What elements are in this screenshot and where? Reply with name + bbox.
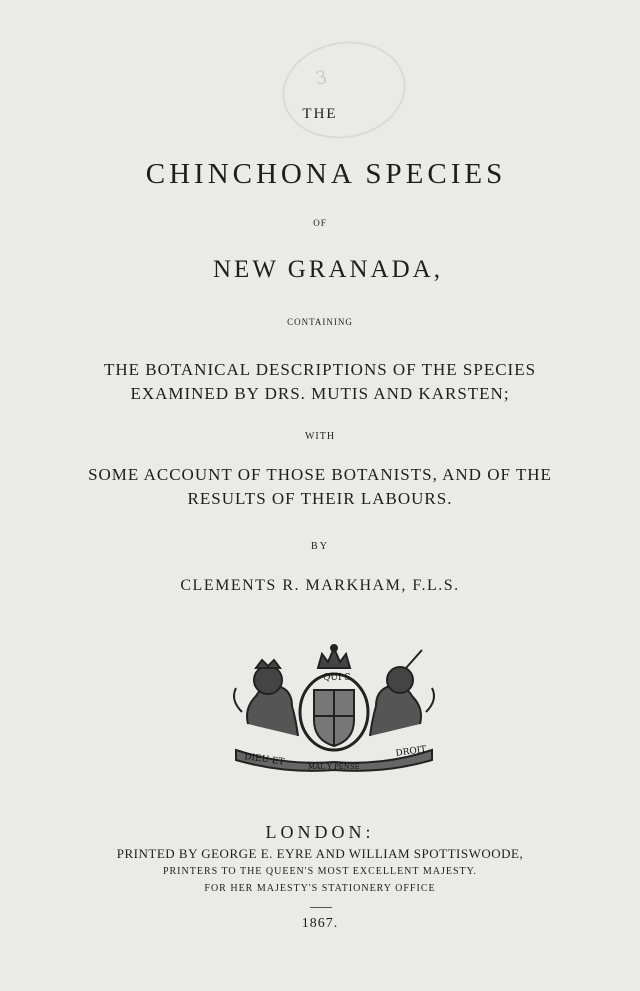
printer-line: PRINTED BY GEORGE E. EYRE AND WILLIAM SPOTTISWOODE, (116, 846, 524, 861)
title-article: THE (302, 106, 338, 122)
account-line-1: SOME ACCOUNT OF THOSE BOTANISTS, AND OF THE (88, 465, 552, 484)
library-stamp (275, 32, 414, 148)
by-label: BY (311, 541, 329, 552)
motto-top-text: QUI S (323, 673, 351, 683)
royal-coat-of-arms (226, 640, 442, 775)
motto-left-text: DIEU ET (243, 752, 285, 768)
main-title: CHINCHONA SPECIES (145, 158, 507, 190)
account-line-2: RESULTS OF THEIR LABOURS. (187, 489, 453, 508)
stamp-mark: 3 (313, 66, 331, 90)
title-of: OF (313, 218, 327, 228)
printer-role-line: PRINTERS TO THE QUEEN'S MOST EXCELLENT MAJESTY. (162, 866, 478, 877)
motto-ribbon-text: MAL Y PENSE (308, 763, 360, 771)
publication-city: LONDON: (265, 822, 375, 842)
with-label: WITH (304, 431, 336, 442)
author-name: CLEMENTS R. MARKHAM, F.L.S. (180, 577, 460, 594)
separator-rule (310, 907, 332, 908)
office-line: FOR HER MAJESTY'S STATIONERY OFFICE (204, 883, 436, 894)
region-title: NEW GRANADA, (213, 256, 443, 283)
containing-label: CONTAINING (287, 317, 353, 327)
publication-year: 1867. (301, 916, 339, 931)
motto-right-text: DROIT (395, 744, 428, 759)
description-line-1: THE BOTANICAL DESCRIPTIONS OF THE SPECIES (103, 360, 537, 379)
description-line-2: EXAMINED BY DRS. MUTIS AND KARSTEN; (130, 384, 510, 403)
